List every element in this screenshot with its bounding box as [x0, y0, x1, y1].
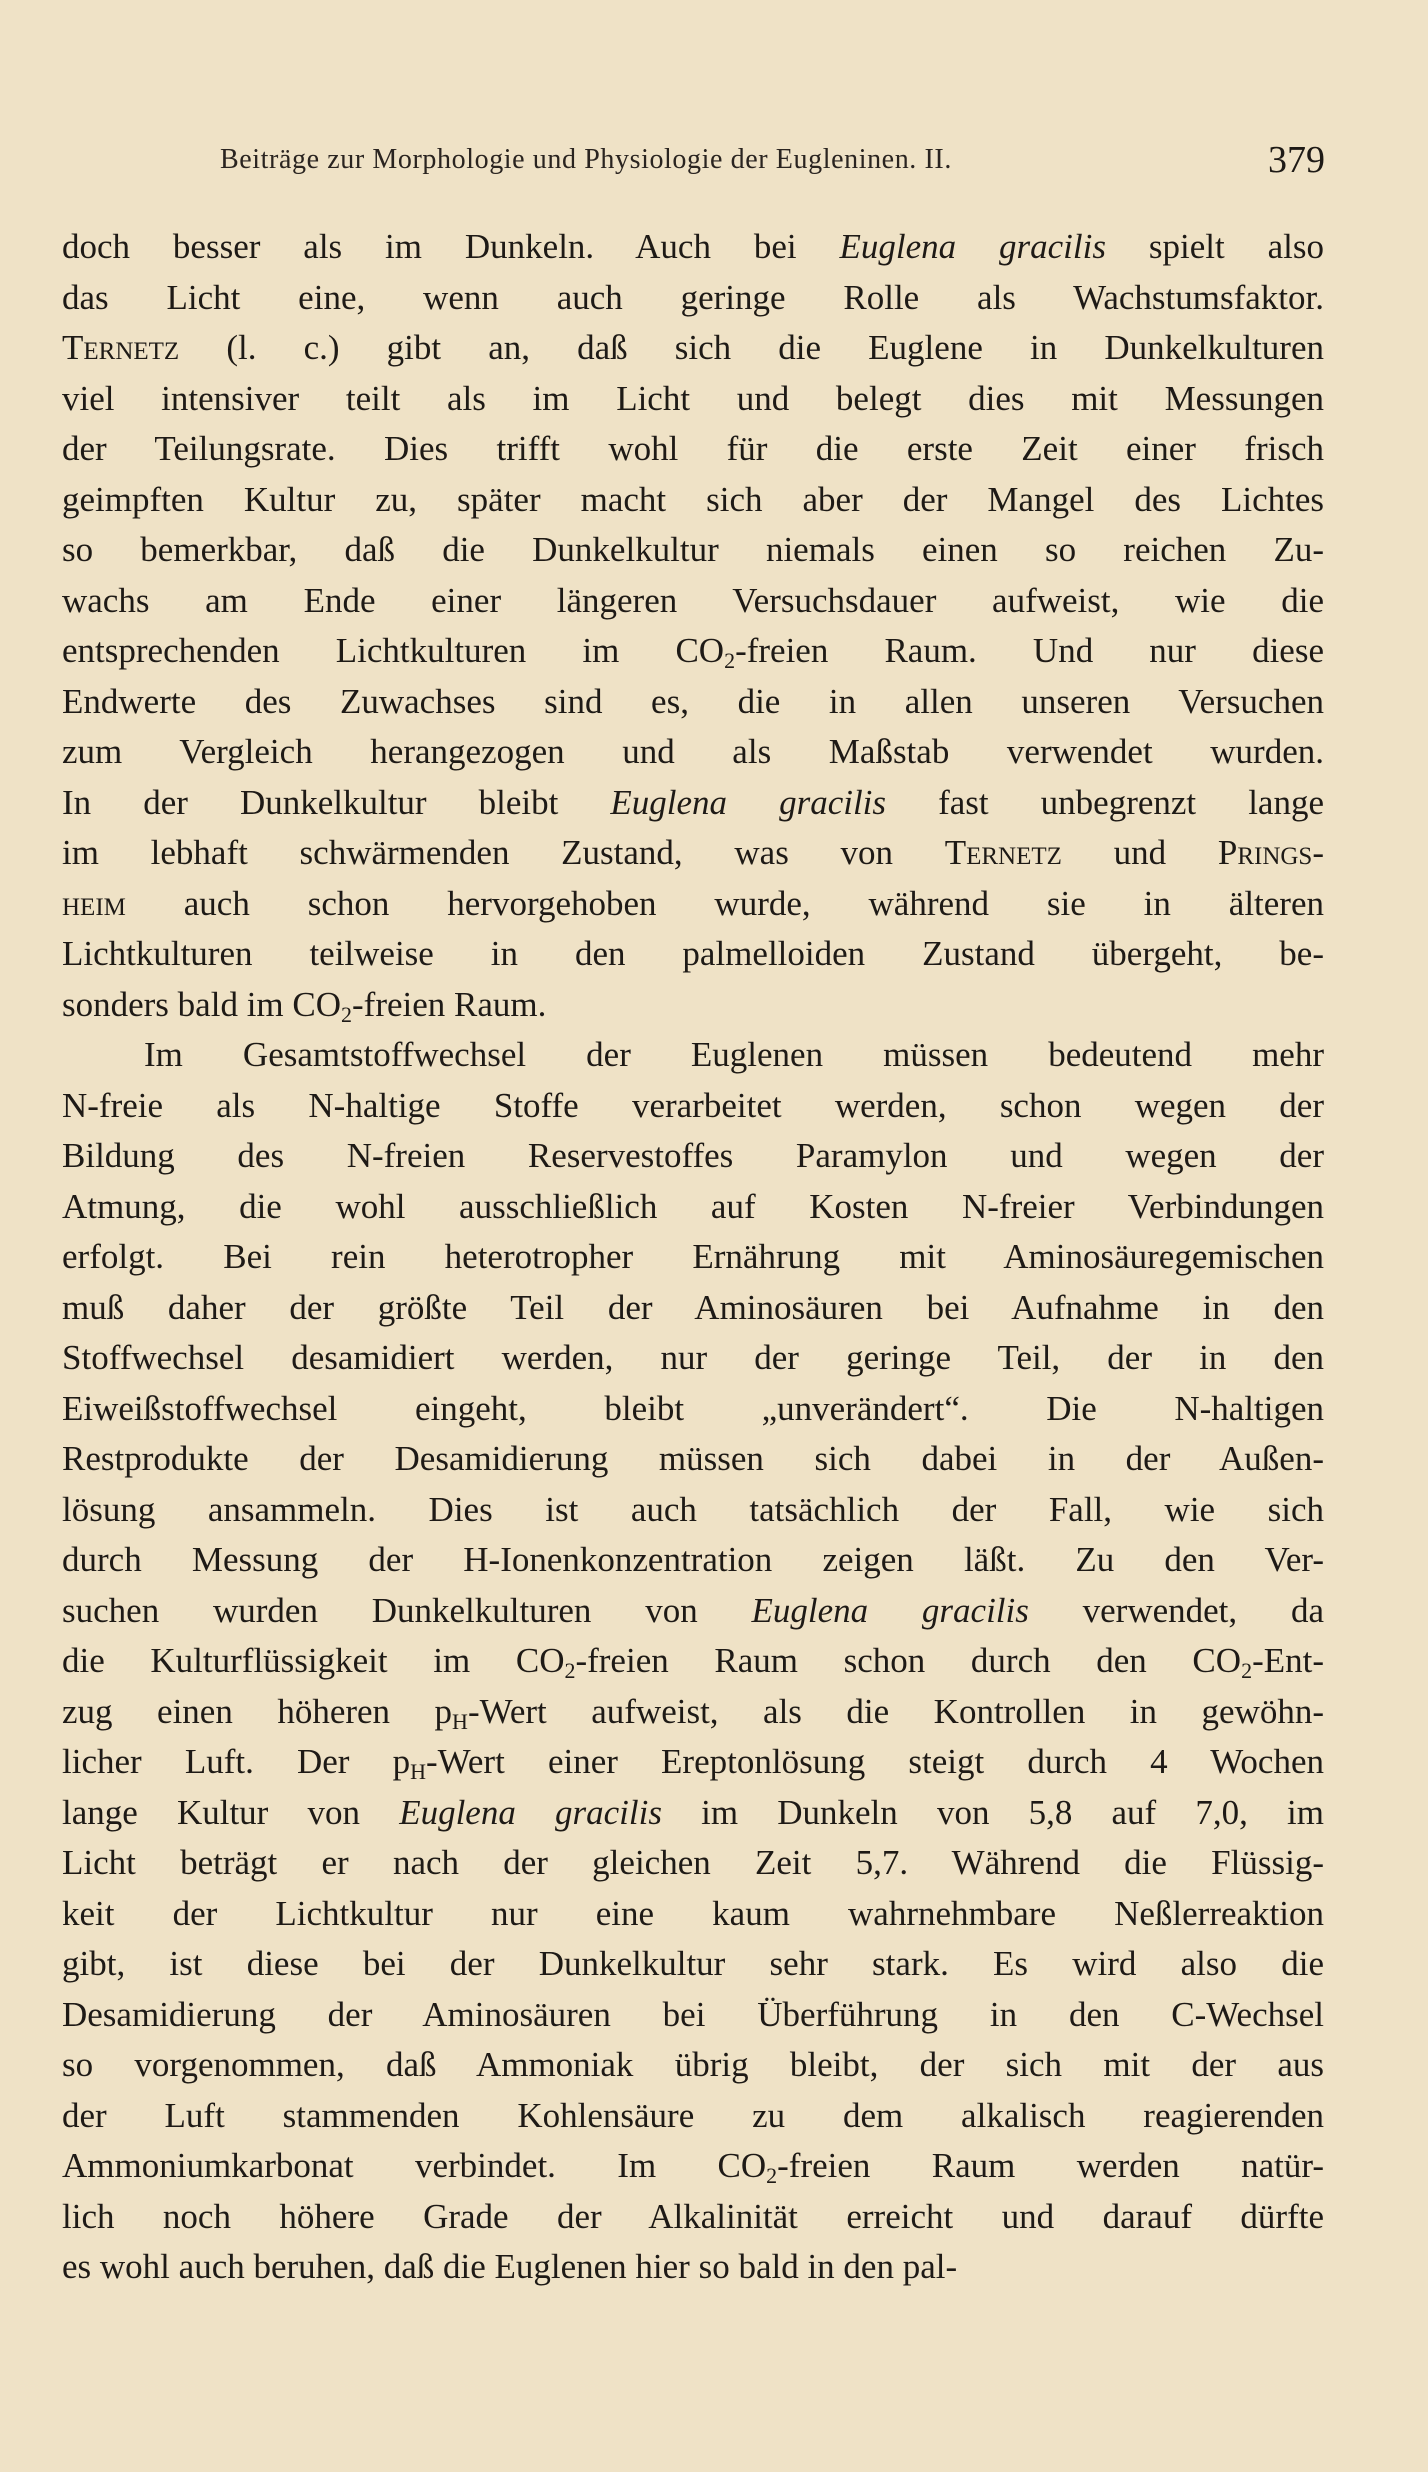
page-header: [220, 138, 1325, 188]
text-run: Im Gesamtstoffwechsel der Euglenen müssen bedeutend mehr: [144, 1035, 1324, 1074]
text-line: [62, 222, 1324, 273]
text-run: der Teilungsrate. Dies trifft wohl für die erste Zeit einer frisch: [62, 429, 1324, 468]
text-line: [62, 1030, 1324, 1081]
text-line: [62, 1586, 1324, 1637]
text-line: [62, 1687, 1324, 1738]
subscript: 2: [1241, 1658, 1253, 1683]
text-line: [62, 1333, 1324, 1384]
text-run: Restprodukte der Desamidierung müssen sich dabei in der Außen-: [62, 1439, 1324, 1478]
text-line: [62, 2242, 1324, 2293]
subscript: 2: [766, 2163, 778, 2188]
subscript: 2: [724, 648, 736, 673]
running-head: Beiträge zur Morphologie und Physiologie der Eugleninen. II.: [220, 144, 952, 175]
text-run: die Kulturflüssigkeit im CO: [62, 1641, 565, 1680]
text-run: doch besser als im Dunkeln. Auch bei: [62, 227, 840, 266]
text-line: [62, 1384, 1324, 1435]
text-line: [62, 374, 1324, 425]
text-line: [62, 879, 1324, 930]
text-run: suchen wurden Dunkelkulturen von: [62, 1590, 752, 1630]
text-line: [62, 1788, 1324, 1839]
text-line: [62, 1636, 1324, 1687]
text-run: -Ent-: [1252, 1641, 1324, 1680]
text-line: [62, 1535, 1324, 1586]
text-line: [62, 1737, 1324, 1788]
text-line: [62, 929, 1324, 980]
text-run: keit der Lichtkultur nur eine kaum wahrnehmbare Neßlerreaktion: [62, 1893, 1324, 1933]
species-name: Euglena gracilis: [399, 1792, 662, 1832]
text-run: -Wert aufweist, als die Kontrollen in gewöhn-: [467, 1691, 1324, 1731]
text-run: das Licht eine, wenn auch geringe Rolle als Wachstumsfaktor.: [62, 277, 1324, 317]
text-run: der Luft stammenden Kohlensäure zu dem alkalisch reagierenden: [62, 2095, 1324, 2135]
text-run: Stoffwechsel desamidiert werden, nur der geringe Teil, der in den: [62, 1338, 1324, 1377]
text-line: [62, 828, 1324, 879]
text-line: [62, 1434, 1324, 1485]
text-line: [62, 525, 1324, 576]
text-run: erfolgt. Bei rein heterotropher Ernährung mit Aminosäuregemischen: [62, 1237, 1324, 1276]
text-line: [62, 2141, 1324, 2192]
text-line: [62, 980, 1324, 1031]
text-line: [62, 1131, 1324, 1182]
text-run: Licht beträgt er nach der gleichen Zeit 5,7. Während die Flüssig-: [62, 1843, 1324, 1882]
text-run: zug einen höheren p: [62, 1691, 453, 1731]
text-run: -freien Raum. Und nur diese: [735, 631, 1324, 670]
text-line: [62, 778, 1324, 829]
text-run: lich noch höhere Grade der Alkalinität erreicht und darauf dürfte: [62, 2196, 1324, 2236]
text-run: (l. c.) gibt an, daß sich die Euglene in Dunkelkulturen: [179, 328, 1324, 367]
text-run: lange Kultur von: [62, 1792, 400, 1832]
text-run: fast unbegrenzt lange: [886, 782, 1324, 822]
text-line: [62, 323, 1324, 374]
species-name: Euglena gracilis: [751, 1590, 1029, 1630]
text-line: [62, 2192, 1324, 2243]
text-run: auch schon hervorgehoben wurde, während sie in älteren: [125, 883, 1324, 923]
text-run: durch Messung der H-Ionenkonzentration zeigen läßt. Zu den Ver-: [62, 1540, 1324, 1579]
text-line: [62, 1838, 1324, 1889]
text-line: [62, 2040, 1324, 2091]
body-text: [62, 222, 1324, 2293]
subscript: 2: [564, 1658, 576, 1683]
text-run: im Dunkeln von 5,8 auf 7,0, im: [661, 1792, 1324, 1832]
author-name: Ternetz: [62, 328, 180, 367]
text-run: es wohl auch beruhen, daß die Euglenen hier so bald in den pal-: [62, 2247, 958, 2286]
text-run: geimpften Kultur zu, später macht sich aber der Mangel des Lichtes: [62, 479, 1324, 519]
text-line: [62, 1283, 1324, 1334]
text-run: -freien Raum werden natür-: [777, 2146, 1324, 2185]
author-name: Ternetz: [944, 833, 1062, 872]
text-run: -freien Raum.: [352, 984, 547, 1024]
species-name: Euglena gracilis: [839, 227, 1106, 266]
author-name: Prings-: [1217, 833, 1324, 872]
text-run: Atmung, die wohl ausschließlich auf Kosten N-freier Verbindungen: [62, 1186, 1324, 1226]
text-run: verwendet, da: [1028, 1590, 1324, 1630]
text-run: Bildung des N-freien Reservestoffes Paramylon und wegen der: [62, 1136, 1324, 1175]
text-run: viel intensiver teilt als im Licht und belegt dies mit Messungen: [62, 378, 1324, 418]
text-line: [62, 1939, 1324, 1990]
species-name: Euglena gracilis: [610, 782, 887, 822]
text-run: so bemerkbar, daß die Dunkelkultur niemals einen so reichen Zu-: [62, 530, 1324, 569]
text-run: -Wert einer Ereptonlösung steigt durch 4 Wochen: [426, 1742, 1324, 1781]
text-run: -freien Raum schon durch den CO: [575, 1641, 1242, 1680]
text-run: Endwerte des Zuwachses sind es, die in allen unseren Versuchen: [62, 681, 1324, 721]
text-run: Ammoniumkarbonat verbindet. Im CO: [62, 2146, 767, 2185]
subscript: H: [452, 1708, 468, 1734]
text-run: und: [1061, 833, 1218, 872]
paragraph: [62, 222, 1324, 1030]
text-run: gibt, ist diese bei der Dunkelkultur sehr stark. Es wird also die: [62, 1944, 1324, 1983]
text-run: muß daher der größte Teil der Aminosäuren bei Aufnahme in den: [62, 1287, 1324, 1327]
text-run: Eiweißstoffwechsel eingeht, bleibt „unverändert“. Die N-haltigen: [62, 1388, 1324, 1428]
text-run: spielt also: [1105, 227, 1324, 266]
text-run: Lichtkulturen teilweise in den palmelloiden Zustand übergeht, be-: [62, 934, 1324, 973]
text-run: entsprechenden Lichtkulturen im CO: [62, 631, 725, 670]
text-line: [62, 475, 1324, 526]
text-line: [62, 1889, 1324, 1940]
text-run: so vorgenommen, daß Ammoniak übrig bleibt, der sich mit der aus: [62, 2045, 1324, 2084]
text-run: Desamidierung der Aminosäuren bei Überführung in den C-Wechsel: [62, 1994, 1324, 2034]
text-run: lösung ansammeln. Dies ist auch tatsächlich der Fall, wie sich: [62, 1489, 1324, 1529]
page-number: 379: [1268, 139, 1325, 181]
text-line: [62, 273, 1324, 324]
text-run: N-freie als N-haltige Stoffe verarbeitet werden, schon wegen der: [62, 1085, 1324, 1125]
text-line: [62, 2091, 1324, 2142]
text-line: [62, 576, 1324, 627]
text-line: [62, 626, 1324, 677]
text-line: [62, 1081, 1324, 1132]
text-run: im lebhaft schwärmenden Zustand, was von: [62, 833, 945, 872]
text-line: [62, 727, 1324, 778]
text-line: [62, 424, 1324, 475]
text-run: sonders bald im CO: [62, 984, 342, 1024]
text-run: wachs am Ende einer längeren Versuchsdauer aufweist, wie die: [62, 580, 1324, 620]
text-line: [62, 1990, 1324, 2041]
paragraph: [62, 1030, 1324, 2293]
text-line: [62, 1485, 1324, 1536]
text-run: In der Dunkelkultur bleibt: [62, 782, 611, 822]
text-line: [62, 1182, 1324, 1233]
author-name: heim: [62, 883, 126, 923]
text-line: [62, 677, 1324, 728]
text-run: zum Vergleich herangezogen und als Maßstab verwendet wurden.: [62, 732, 1324, 771]
subscript: 2: [341, 1001, 353, 1027]
text-run: licher Luft. Der p: [62, 1742, 411, 1781]
text-line: [62, 1232, 1324, 1283]
subscript: H: [410, 1759, 426, 1784]
